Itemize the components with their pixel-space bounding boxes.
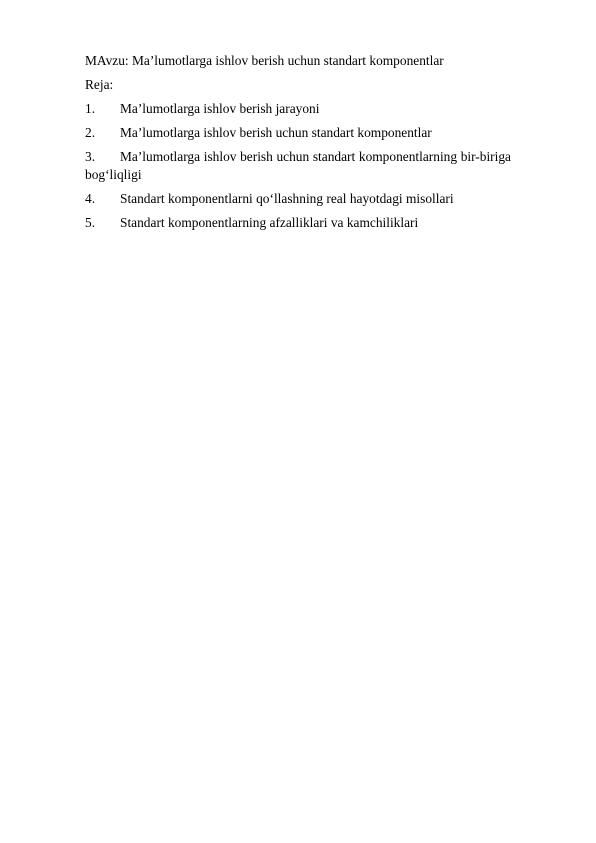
plan-item-1 xyxy=(85,100,511,118)
plan-item-3 xyxy=(85,148,511,184)
plan-item-text: Standart komponentlarning afzalliklari va kamchiliklari xyxy=(120,215,419,230)
plan-item-text: Ma’lumotlarga ishlov berish jarayoni xyxy=(120,101,320,116)
plan-item-number: 3. xyxy=(85,149,96,164)
plan-item-number: 1. xyxy=(85,101,96,116)
document-title: MAvzu: Ma’lumotlarga ishlov berish uchun standart komponentlar xyxy=(85,53,444,68)
plan-item-number: 4. xyxy=(85,191,96,206)
document-content xyxy=(85,52,511,238)
plan-label: Reja: xyxy=(85,77,114,92)
plan-item-2 xyxy=(85,124,511,142)
plan-item-5 xyxy=(85,214,511,232)
plan-item-number: 2. xyxy=(85,125,96,140)
plan-item-number: 5. xyxy=(85,215,96,230)
plan-item-text: Ma’lumotlarga ishlov berish uchun standart komponentlar xyxy=(120,125,432,140)
plan-item-text: Standart komponentlarni qo‘llashning real hayotdagi misollari xyxy=(120,191,454,206)
plan-item-4 xyxy=(85,190,511,208)
plan-item-text: Ma’lumotlarga ishlov berish uchun standart komponentlarning bir-biriga bog‘liqligi xyxy=(85,149,511,182)
